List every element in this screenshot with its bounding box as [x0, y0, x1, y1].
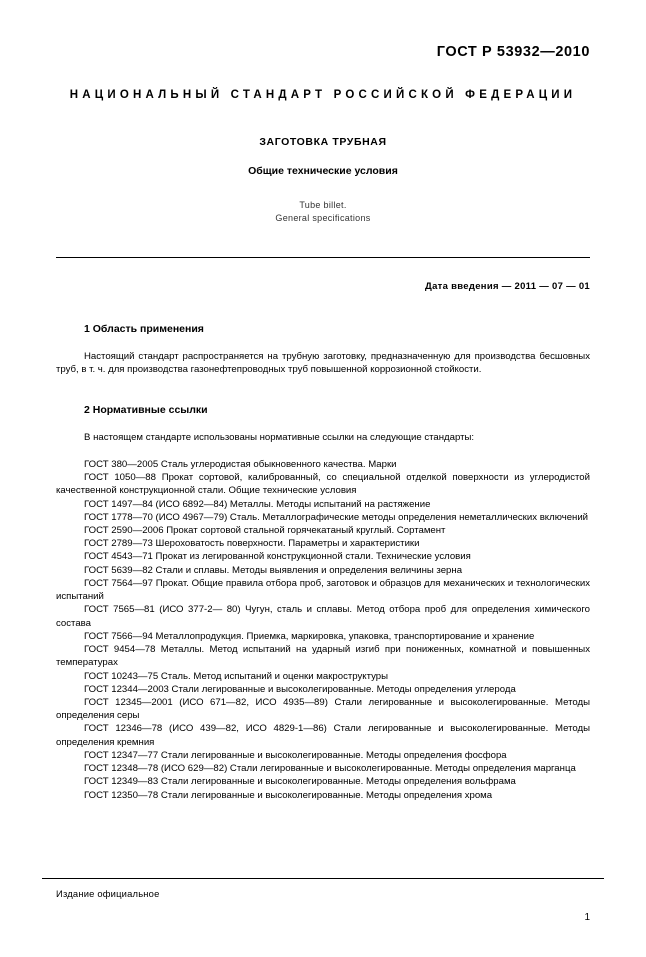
document-title-english — [56, 199, 590, 225]
list-item: ГОСТ 12344—2003 Стали легированные и высоколегированные. Методы определения углерода — [84, 683, 516, 695]
section-heading-normative-refs: 2 Нормативные ссылки — [84, 403, 208, 416]
list-item: ГОСТ 12346—78 (ИСО 439—82, ИСО 4829-1—86) Стали легированные и высоколегированные. Методы определения кремния — [56, 723, 590, 748]
list-item: ГОСТ 12348—78 (ИСО 629—82) Стали легированные и высоколегированные. Методы определения марганца — [84, 763, 576, 775]
section-refs-body — [56, 431, 590, 444]
list-item: ГОСТ 1050—88 Прокат сортовой, калиброванный, со специальной отделкой поверхности из углеродистой качественной конструкционной стали. Общие технические условия — [56, 472, 590, 497]
list-item: ГОСТ 4543—71 Прокат из легированной конструкционной стали. Технические условия — [84, 551, 471, 563]
national-standard-line: НАЦИОНАЛЬНЫЙ СТАНДАРТ РОССИЙСКОЙ ФЕДЕРАЦИИ — [69, 89, 577, 101]
list-item: ГОСТ 12349—83 Стали легированные и высоколегированные. Методы определения вольфрама — [84, 776, 516, 788]
paragraph: В настоящем стандарте использованы нормативные ссылки на следующие стандарты: — [84, 431, 475, 443]
list-item: ГОСТ 5639—82 Стали и сплавы. Методы выявления и определения величины зерна — [84, 564, 463, 576]
header-divider — [56, 257, 590, 258]
list-item: ГОСТ 12347—77 Стали легированные и высоколегированные. Методы определения фосфора — [84, 749, 507, 761]
document-title-en-line1: Tube billet. — [299, 200, 347, 210]
list-item: ГОСТ 380—2005 Сталь углеродистая обыкновенного качества. Марки — [84, 458, 397, 470]
list-item: ГОСТ 12345—2001 (ИСО 671—82, ИСО 4935—89) Стали легированные и высоколегированные. Методы определения серы — [56, 697, 590, 722]
title-block — [56, 136, 590, 225]
list-item: ГОСТ 7564—97 Прокат. Общие правила отбора проб, заготовок и образцов для механических и технологических испытаний — [56, 577, 590, 603]
section-heading-scope: 1 Область применения — [84, 323, 204, 336]
introduction-date: Дата введения — 2011 — 07 — 01 — [425, 281, 590, 293]
list-item: ГОСТ 12350—78 Стали легированные и высоколегированные. Методы определения хрома — [84, 789, 493, 801]
document-page — [0, 44, 646, 957]
list-item: ГОСТ 1778—70 (ИСО 4967—79) Сталь. Металлографические методы определения неметаллических включений — [84, 511, 589, 523]
section-scope-body — [56, 350, 590, 376]
list-item: ГОСТ 1497—84 (ИСО 6892—84) Металлы. Методы испытаний на растяжение — [84, 498, 431, 510]
footer-divider — [42, 878, 604, 879]
list-item: ГОСТ 10243—75 Сталь. Метод испытаний и оценки макроструктуры — [84, 670, 389, 682]
document-subtitle: Общие технические условия — [248, 165, 398, 177]
list-item: ГОСТ 9454—78 Металлы. Метод испытаний на ударный изгиб при пониженных, комнатной и повышенных температурах — [56, 644, 590, 669]
list-item: ГОСТ 7566—94 Металлопродукция. Приемка, маркировка, упаковка, транспортирование и хранение — [84, 630, 535, 642]
document-title: ЗАГОТОВКА ТРУБНАЯ — [259, 136, 387, 148]
list-item: ГОСТ 7565—81 (ИСО 377-2— 80) Чугун, сталь и сплавы. Метод отбора проб для определения химического состава — [56, 604, 590, 629]
paragraph: Настоящий стандарт распространяется на трубную заготовку, предназначенную для производства бесшовных труб, в т. ч. для производства газонефтепроводных труб повышенной коррозионной стойкости. — [56, 351, 590, 376]
list-item: ГОСТ 2789—73 Шероховатость поверхности. Параметры и характеристики — [84, 538, 420, 550]
page-number: 1 — [584, 912, 590, 923]
reference-list — [56, 458, 590, 802]
gost-number: ГОСТ Р 53932—2010 — [436, 44, 590, 60]
document-title-en-line2: General specifications — [275, 213, 371, 224]
list-item: ГОСТ 2590—2006 Прокат сортовой стальной горячекатаный круглый. Сортамент — [84, 524, 446, 536]
official-edition-note: Издание официальное — [56, 888, 160, 899]
